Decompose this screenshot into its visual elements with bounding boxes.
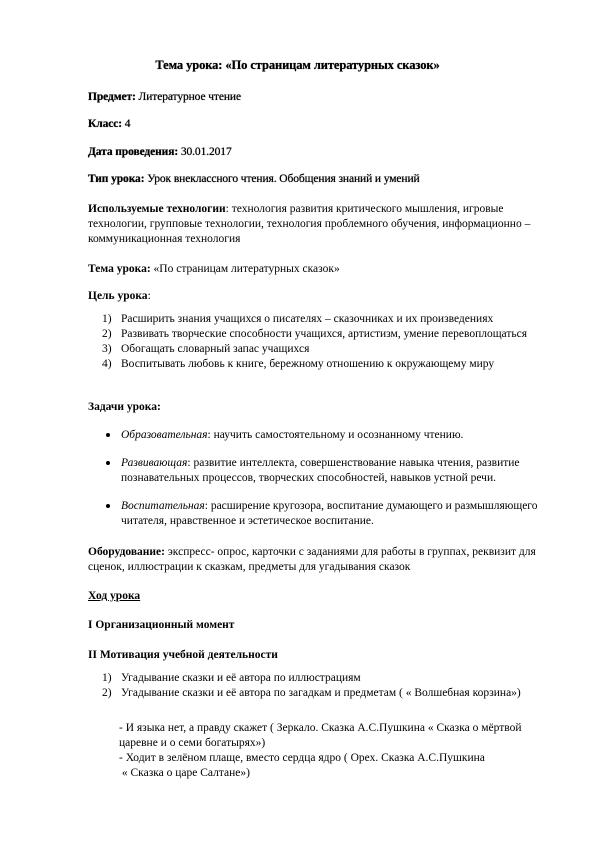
list-item: 3) Обогащать словарный запас учащихся <box>102 343 310 355</box>
list-item: Воспитательная: расширение кругозора, воспитание думающего и размышляющего читателя, нравственное и эстетическое воспитание. <box>106 499 556 529</box>
task-term: Образовательная <box>121 429 208 441</box>
riddle-text: - И языка нет, а правду скажет ( Зеркало. Сказка А.С.Пушкина « Сказка о мёртвой царевне и о семи богатырях») <box>119 722 522 749</box>
tasks-heading: Задачи урока: <box>88 401 161 413</box>
bullet-icon <box>106 433 110 437</box>
topic-value: «По страницам литературных сказок» <box>150 263 340 275</box>
date-line <box>88 145 553 160</box>
technologies-paragraph <box>88 202 553 247</box>
topic-line <box>88 262 553 277</box>
equipment-label: Оборудование: <box>88 546 165 558</box>
lesson-title: Тема урока: «По страницам литературных сказок» <box>155 58 440 72</box>
stage2-list <box>102 671 556 701</box>
subject-value: Литературное чтение <box>135 91 241 103</box>
goal-label: Цель урока <box>88 290 148 302</box>
grade-value: 4 <box>121 118 131 130</box>
subject-label: Предмет: <box>88 91 136 103</box>
equipment-value: экспресс- опрос, карточки с заданиями для работы в группах, реквизит для сценок, иллюстрации к сказкам, предметы для угадывания сказок <box>88 546 536 573</box>
tasks-list <box>106 428 556 542</box>
task-term: Воспитательная <box>121 500 205 512</box>
lesson-type-label: Тип урока: <box>88 173 145 185</box>
list-item: 1) Расширить знания учащихся о писателях – сказочниках и их произведениях <box>102 313 494 325</box>
grade-line <box>88 117 553 132</box>
list-item: Развивающая: развитие интеллекта, совершенствование навыка чтения, развитие познавательных процессов, творческих способностей, навыков устной речи. <box>106 456 556 486</box>
stage1-heading: I Организационный момент <box>88 619 235 631</box>
bullet-icon <box>106 461 110 465</box>
technologies-value: : технология развития критического мышления, игровые технологии, групповые технологии, технология проблемного обучения, информационно – коммуникационная технология <box>88 203 531 245</box>
technologies-label: Используемые технологии <box>88 203 226 215</box>
bullet-icon <box>106 504 110 508</box>
lesson-type-line <box>88 172 553 187</box>
grade-label: Класс: <box>88 118 122 130</box>
subject-line <box>88 90 553 105</box>
date-value: 30.01.2017 <box>178 146 232 158</box>
list-item: 4) Воспитывать любовь к книге, бережному отношению к окружающему миру <box>102 358 495 370</box>
list-item: 1) Угадывание сказки и её автора по иллюстрациям <box>102 672 361 684</box>
date-label: Дата проведения: <box>88 146 179 158</box>
riddle-text: « Сказка о царе Салтане») <box>119 767 250 779</box>
riddle-text: - Ходит в зелёном плаще, вместо сердца ядро ( Орех. Сказка А.С.Пушкина <box>119 752 485 764</box>
topic-label: Тема урока: <box>88 263 151 275</box>
equipment-paragraph <box>88 545 553 575</box>
list-item: 2) Угадывание сказки и её автора по загадкам и предметам ( « Волшебная корзина») <box>102 687 521 699</box>
task-term: Развивающая <box>121 457 188 469</box>
lesson-type-value: Урок внеклассного чтения. Обобщения знаний и умений <box>144 173 420 185</box>
goal-heading: Цель урока: <box>88 290 151 302</box>
stage2-heading: II Мотивация учебной деятельности <box>88 649 278 661</box>
list-item: Образовательная: научить самостоятельному и осознанному чтению. <box>106 428 556 443</box>
course-heading: Ход урока <box>88 590 141 602</box>
goals-list <box>102 312 556 372</box>
list-item: 2) Развивать творческие способности учащихся, артистизм, умение перевоплощаться <box>102 328 528 340</box>
